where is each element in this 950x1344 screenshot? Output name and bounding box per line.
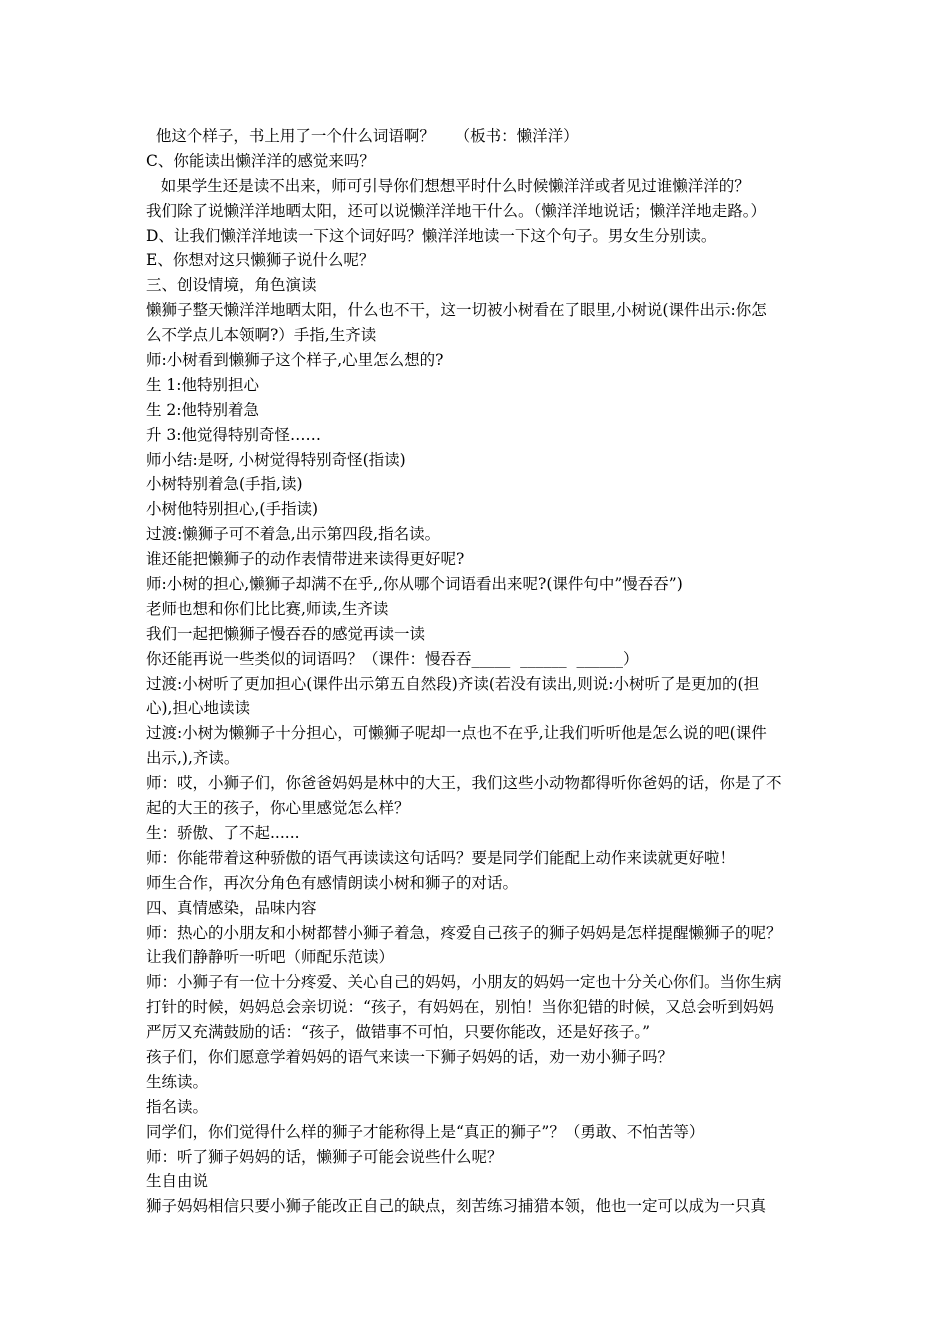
text-line: 老师也想和你们比比赛,师读,生齐读	[146, 599, 389, 618]
text-line: 孩子们，你们愿意学着妈妈的语气来读一下狮子妈妈的话，劝一劝小狮子吗？	[146, 1047, 674, 1066]
text-line: 小树他特别担心,(手指读)	[146, 500, 319, 519]
text-line: 师：听了狮子妈妈的话，懒狮子可能会说些什么呢？	[146, 1147, 503, 1166]
text-line: C、你能读出懒洋洋的感觉来吗？	[146, 151, 375, 170]
text-line: 师:小树的担心,懒狮子却满不在乎,,你从哪个词语看出来呢?(课件句中”慢吞吞”)	[146, 575, 683, 594]
text-line: 师：热心的小朋友和小树都替小狮子着急，疼爱自己孩子的狮子妈妈是怎样提醒懒狮子的呢？	[146, 923, 782, 942]
text-line: 生练读。	[146, 1072, 209, 1091]
text-line: 打针的时候，妈妈总会亲切说：“孩子，有妈妈在，别怕！当你犯错的时候，又总会听到妈妈	[146, 998, 774, 1017]
text-line: 师:小树看到懒狮子这个样子,心里怎么想的?	[146, 351, 444, 370]
text-line: 过渡:小树为懒狮子十分担心，可懒狮子呢却一点也不在乎,让我们听听他是怎么说的吧(课件	[146, 724, 767, 743]
text-line: 让我们静静听一听吧（师配乐范读）	[146, 948, 395, 967]
text-line: 生：骄傲、了不起......	[146, 823, 300, 842]
text-line: 小树特别着急(手指,读)	[146, 475, 303, 494]
text-line: 过渡:懒狮子可不着急,出示第四段,指名读。	[146, 525, 441, 544]
text-line: 起的大王的孩子，你心里感觉怎么样？	[146, 799, 410, 818]
text-line: 我们一起把懒狮子慢吞吞的感觉再读一读	[146, 624, 426, 643]
section-heading: 三、创设情境，角色演读	[146, 276, 317, 295]
text-line: 师：小狮子有一位十分疼爱、关心自己的妈妈，小朋友的妈妈一定也十分关心你们。当你生病	[146, 973, 782, 992]
text-line: 师小结:是呀, 小树觉得特别奇怪(指读)	[146, 450, 406, 469]
text-line: 狮子妈妈相信只要小狮子能改正自己的缺点，刻苦练习捕猎本领，他也一定可以成为一只真	[146, 1197, 767, 1216]
text-line: 我们除了说懒洋洋地晒太阳，还可以说懒洋洋地干什么。（懒洋洋地说话；懒洋洋地走路。）	[146, 201, 767, 220]
text-line: 生 1:他特别担心	[146, 375, 260, 394]
text-line: 师生合作，再次分角色有感情朗读小树和狮子的对话。	[146, 873, 519, 892]
text-line: 如果学生还是读不出来，师可引导你们想想平时什么时候懒洋洋或者见过谁懒洋洋的？	[146, 176, 750, 195]
text-line: 师：哎，小狮子们，你爸爸妈妈是林中的大王，我们这些小动物都得听你爸妈的话，你是了不	[146, 774, 782, 793]
text-line: 升 3:他觉得特别奇怪……	[146, 425, 322, 444]
text-line: E、你想对这只懒狮子说什么呢？	[146, 251, 375, 270]
text-line: 懒狮子整天懒洋洋地晒太阳，什么也不干，这一切被小树看在了眼里,小树说(课件出示:你怎	[146, 301, 767, 320]
text-line: 他这个样子，书上用了一个什么词语啊？ （板书：懒洋洋）	[146, 127, 579, 145]
text-line: 生 2:他特别着急	[146, 400, 260, 419]
text-line: 指名读。	[146, 1097, 209, 1116]
text-line: 过渡:小树听了更加担心(课件出示第五自然段)齐读(若没有读出,则说:小树听了是更加的(担	[146, 674, 760, 693]
text-line: 出示,),齐读。	[146, 749, 240, 768]
document-body	[146, 124, 826, 1219]
text-line: 同学们，你们觉得什么样的狮子才能称得上是“真正的狮子”？（勇敢、不怕苦等）	[146, 1122, 705, 1141]
section-heading: 四、真情感染，品味内容	[146, 898, 317, 917]
text-line: 谁还能把懒狮子的动作表情带进来读得更好呢?	[146, 550, 465, 569]
text-line: 师：你能带着这种骄傲的语气再读读这句话吗？要是同学们能配上动作来读就更好啦！	[146, 848, 736, 867]
text-line: 严厉又充满鼓励的话：“孩子，做错事不可怕，只要你能改，还是好孩子。”	[146, 1023, 651, 1042]
text-line: D、让我们懒洋洋地读一下这个词好吗？懒洋洋地读一下这个句子。男女生分别读。	[146, 226, 717, 245]
text-line: 你还能再说一些类似的词语吗？（课件：慢吞吞_____ ______ ______）	[146, 649, 639, 668]
text-line: 生自由说	[146, 1172, 209, 1191]
text-line: 心),担心地读读	[146, 699, 250, 718]
text-line: 么不学点儿本领啊?）手指,生齐读	[146, 326, 377, 345]
